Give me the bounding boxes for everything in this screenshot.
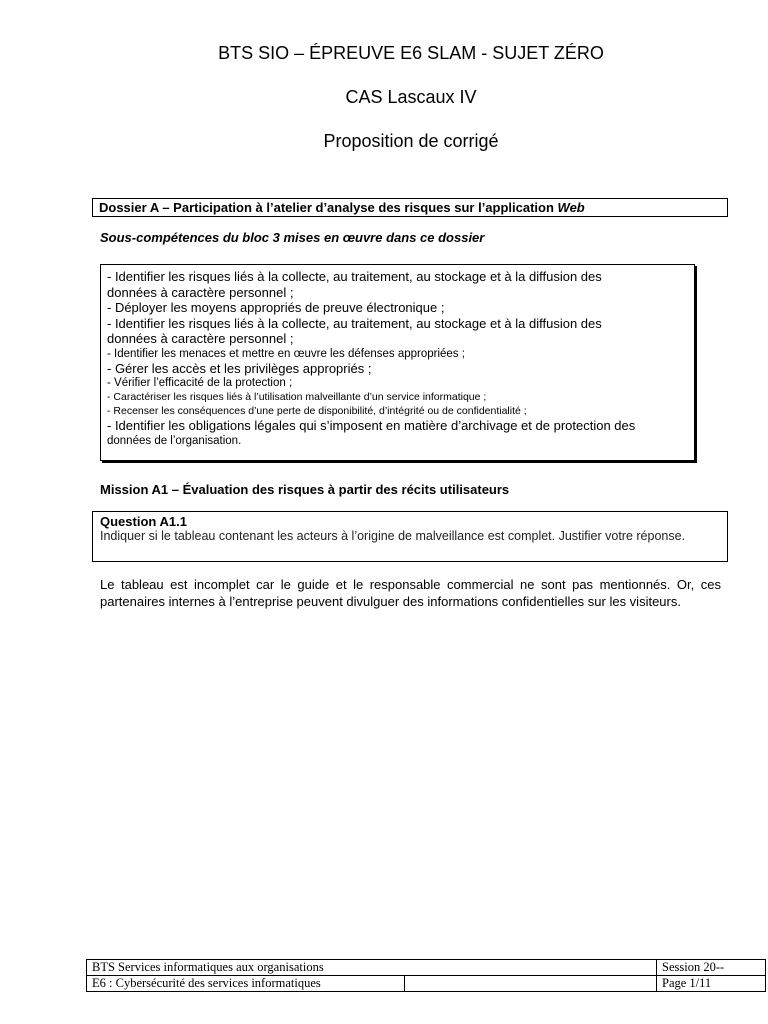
- dossier-title-emphasis: Web: [557, 200, 585, 215]
- footer-program: BTS Services informatiques aux organisations: [87, 960, 657, 976]
- dossier-title: Dossier A – Participation à l’atelier d’analyse des risques sur l’application: [99, 200, 558, 215]
- mission-title: Mission A1 – Évaluation des risques à partir des récits utilisateurs: [100, 482, 510, 497]
- footer-exam: E6 : Cybersécurité des services informatiques: [87, 976, 405, 992]
- footer-empty-cell: [405, 976, 657, 992]
- subcompetences-heading: Sous-compétences du bloc 3 mises en œuvre dans ce dossier: [100, 230, 485, 245]
- competence-line: données à caractère personnel ;: [107, 284, 294, 300]
- competence-line: - Vérifier l’efficacité de la protection ;: [107, 377, 293, 389]
- question-box: [92, 511, 728, 562]
- document-subtitle: Proposition de corrigé: [323, 131, 499, 151]
- competence-line: - Identifier les risques liés à la collecte, au traitement, au stockage et à la diffusion des: [107, 315, 602, 331]
- competences-list: [107, 269, 688, 448]
- competence-line: - Caractériser les risques liés à l’utilisation malveillante d’un service informatique ;: [107, 391, 487, 403]
- competence-line: - Identifier les risques liés à la collecte, au traitement, au stockage et à la diffusion des: [107, 269, 602, 284]
- footer-row: [87, 976, 766, 992]
- dossier-title-box: [92, 198, 728, 217]
- document-title: BTS SIO – ÉPREUVE E6 SLAM - SUJET ZÉRO: [218, 43, 604, 63]
- question-title: Question A1.1: [100, 514, 187, 529]
- competences-box: [100, 264, 695, 461]
- competence-line: données de l’organisation.: [107, 434, 242, 447]
- competence-line: - Gérer les accès et les privilèges appropriés ;: [107, 360, 372, 376]
- footer-session: Session 20--: [657, 960, 766, 976]
- question-text: Indiquer si le tableau contenant les acteurs à l’origine de malveillance est complet. Justifier votre réponse.: [100, 529, 686, 543]
- footer-table: [86, 959, 766, 992]
- answer-text: Le tableau est incomplet car le guide et le responsable commercial ne sont pas mentionnés. Or, ces partenaires internes à l’entreprise peuvent divulguer des informations confidentielles sur les visiteurs.: [100, 577, 721, 609]
- footer-page: Page 1/11: [657, 976, 766, 992]
- footer-row: [87, 960, 766, 976]
- competence-line: - Identifier les menaces et mettre en œuvre les défenses appropriées ;: [107, 347, 465, 360]
- competence-line: - Recenser les conséquences d’une perte de disponibilité, d’intégrité ou de confidentialité ;: [107, 405, 527, 417]
- competence-line: données à caractère personnel ;: [107, 331, 294, 346]
- competence-line: - Identifier les obligations légales qui s’imposent en matière d’archivage et de protection des: [107, 418, 636, 433]
- case-title: CAS Lascaux IV: [345, 87, 477, 107]
- competence-line: - Déployer les moyens appropriés de preuve électronique ;: [107, 300, 445, 315]
